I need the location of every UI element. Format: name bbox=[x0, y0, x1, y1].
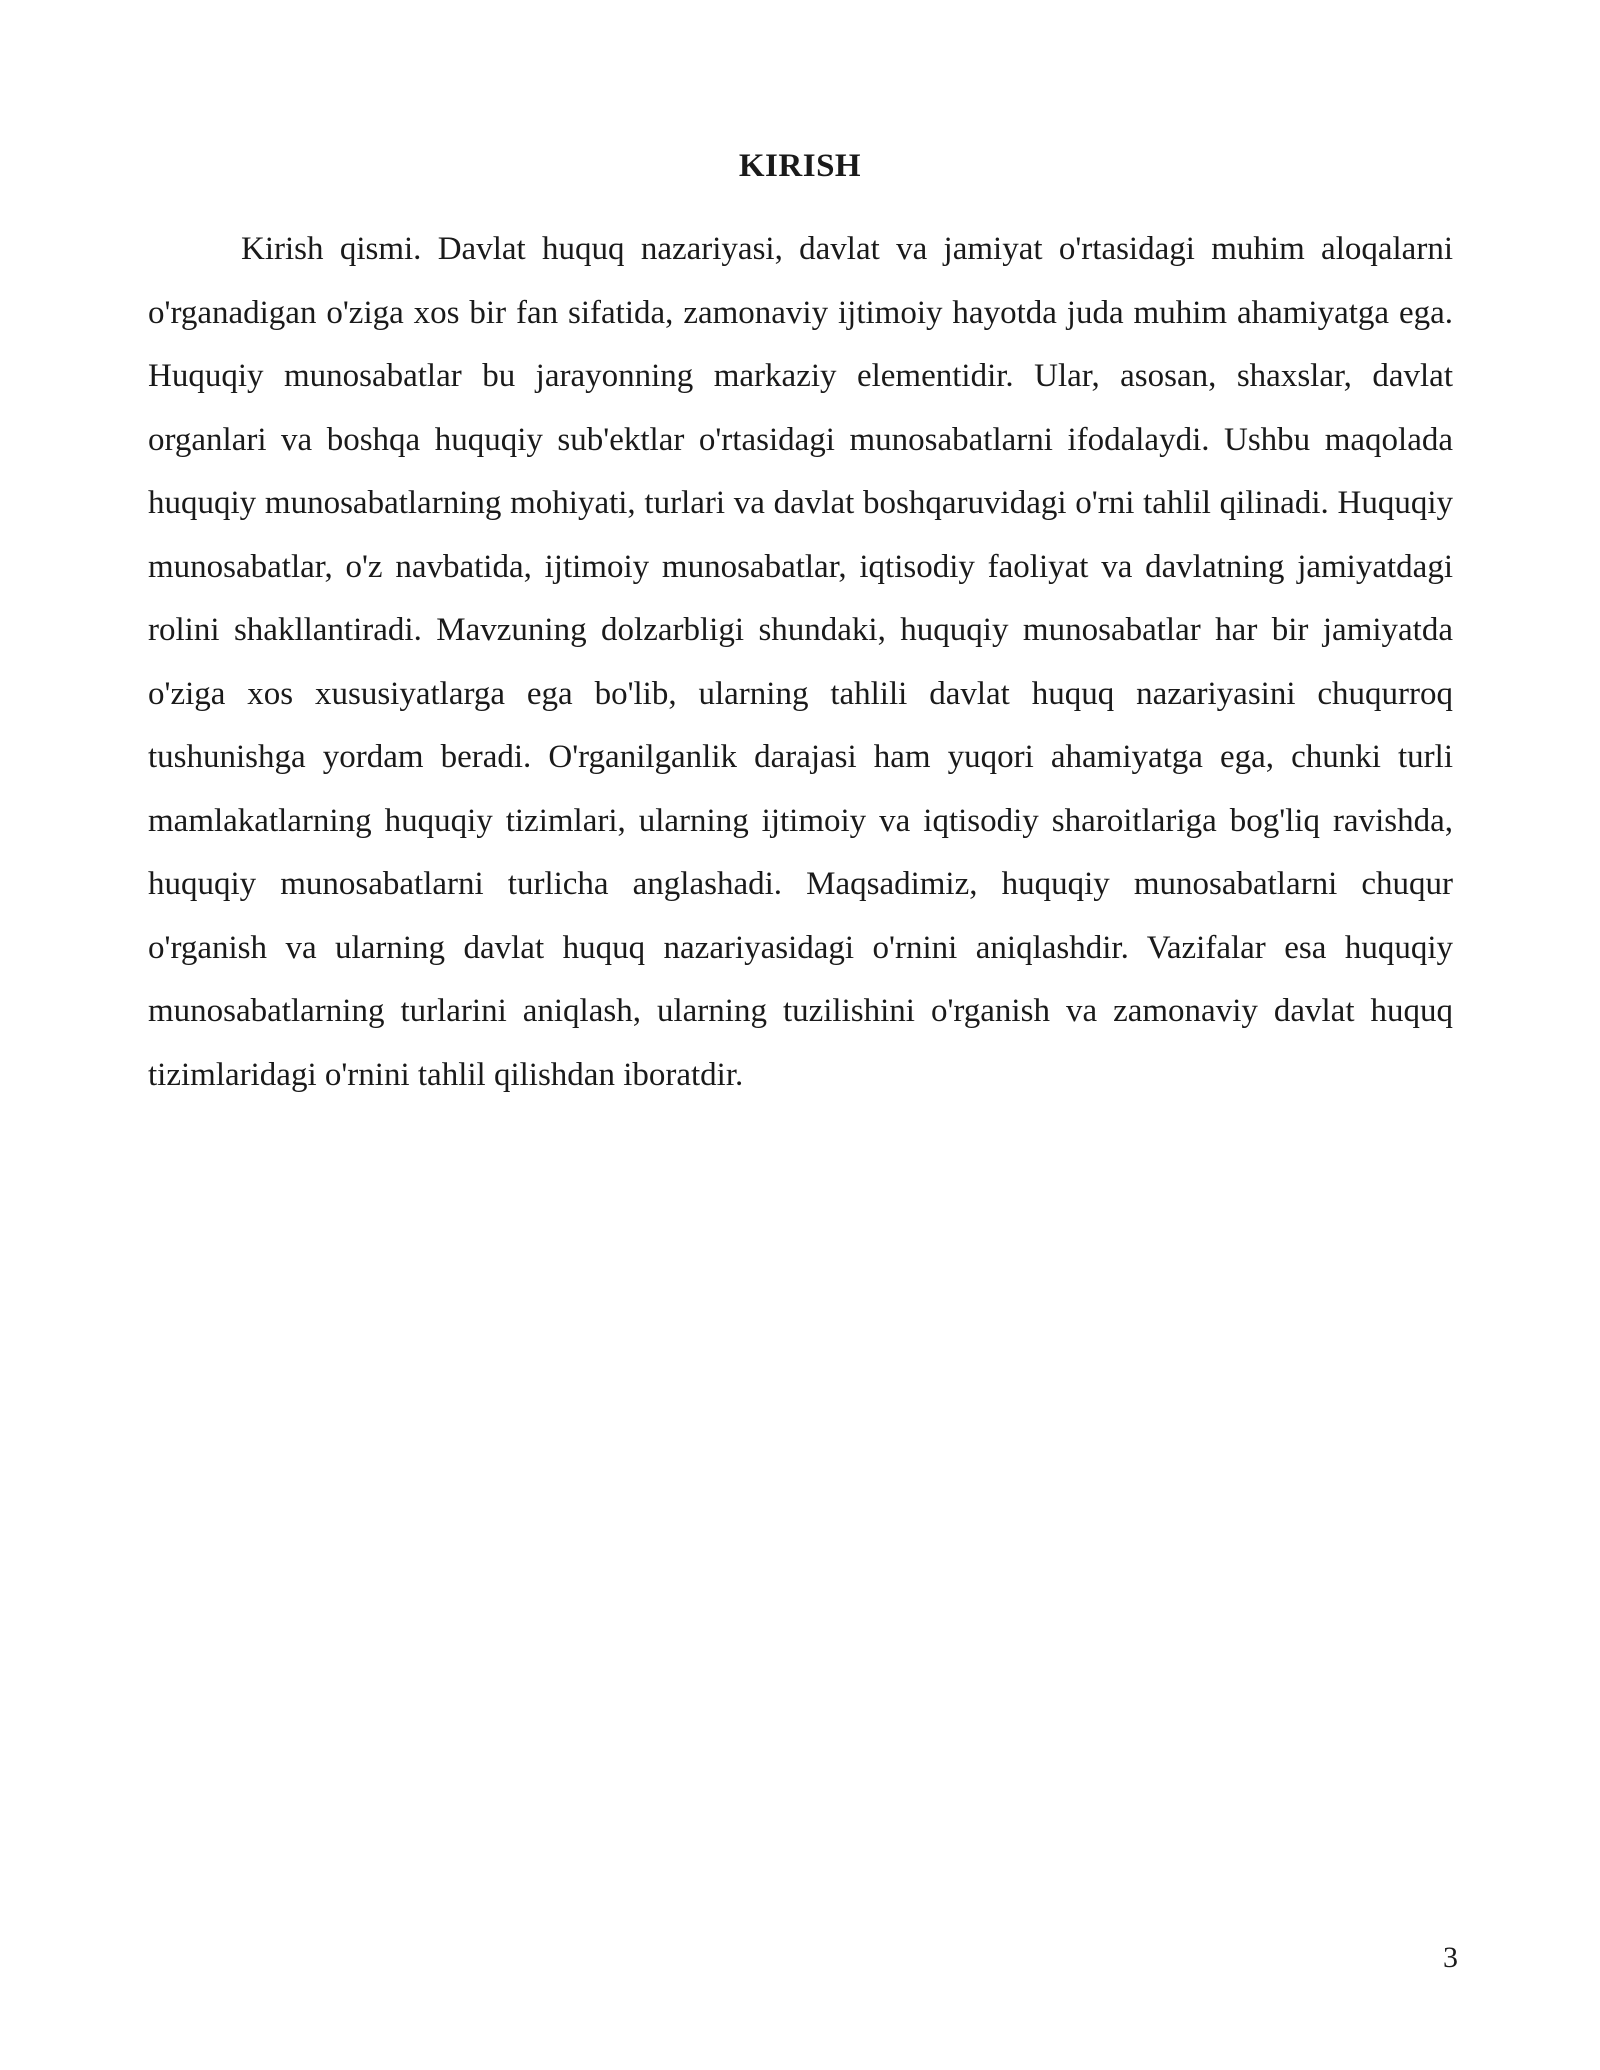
section-heading: KIRISH bbox=[738, 148, 862, 184]
page-number: 3 bbox=[1443, 1941, 1458, 1974]
body-paragraph: Kirish qismi. Davlat huquq nazariyasi, davlat va jamiyat o'rtasidagi muhim aloqalarni o'rganadigan o'ziga xos bir fan sifatida, zamonaviy ijtimoiy hayotda juda muhim ahamiyatga ega. Huquqiy munosabatlar bu jarayonning markaziy elementidir. Ular, asosan, shaxslar, davlat organlari va boshqa huquqiy sub'ektlar o'rtasidagi munosabatlarni ifodalaydi. Ushbu maqolada huquqiy munosabatlarning mohiyati, turlari va davlat boshqaruvidagi o'rni tahlil qilinadi. Huquqiy munosabatlar, o'z navbatida, ijtimoiy munosabatlar, iqtisodiy faoliyat va davlatning jamiyatdagi rolini shakllantiradi. Mavzuning dolzarbligi shundaki, huquqiy munosabatlar har bir jamiyatda o'ziga xos xususiyatlarga ega bo'lib, ularning tahlili davlat huquq nazariyasini chuqurroq tushunishga yordam beradi. O'rganilganlik darajasi ham yuqori ahamiyatga ega, chunki turli mamlakatlarning huquqiy tizimlari, ularning ijtimoiy va iqtisodiy sharoitlariga bog'liq ravishda, huquqiy munosabatlarni turlicha anglashadi. Maqsadimiz, huquqiy munosabatlarni chuqur o'rganish va ularning davlat huquq nazariyasidagi o'rnini aniqlashdir. Vazifalar esa huquqiy munosabatlarning turlarini aniqlash, ularning tuzilishini o'rganish va zamonaviy davlat huquq tizimlaridagi o'rnini tahlil qilishdan iboratdir. bbox=[148, 231, 1453, 1093]
